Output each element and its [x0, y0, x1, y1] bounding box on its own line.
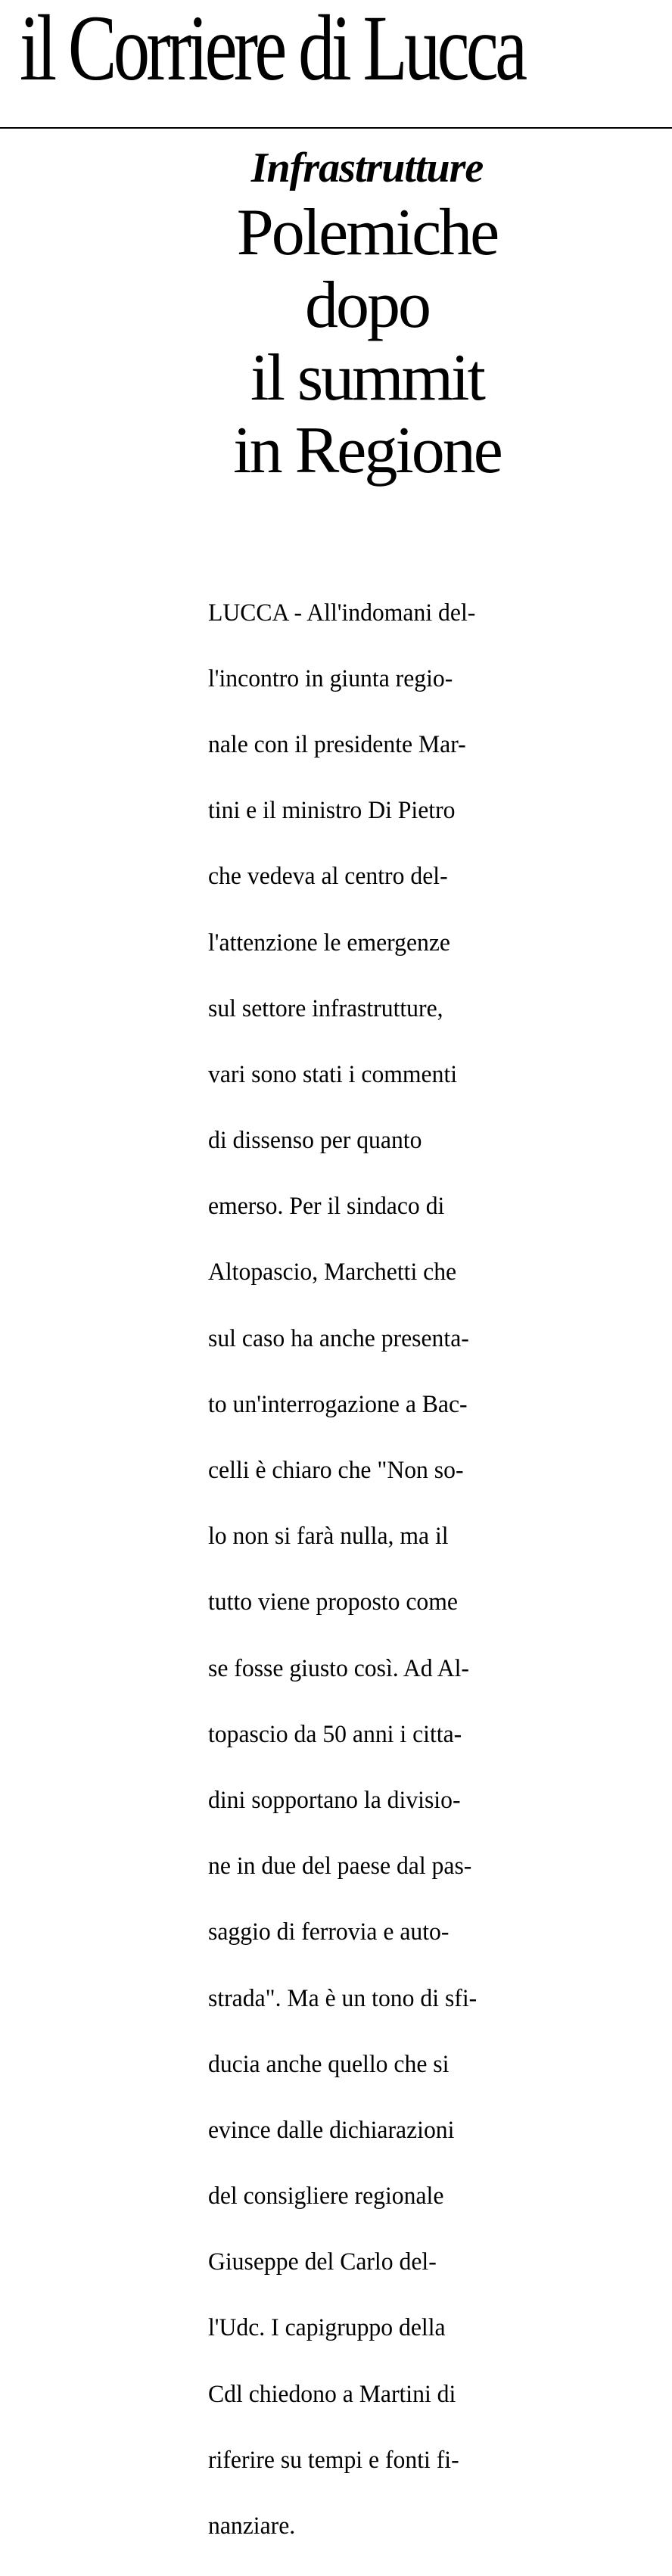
body-line: vari sono stati i commenti — [208, 1060, 458, 1088]
body-line: Altopascio, Marchetti che — [208, 1258, 457, 1286]
body-line: lo non si farà nulla, ma il — [208, 1523, 449, 1551]
body-line: Cdl chiedono a Martini di — [208, 2380, 456, 2408]
body-line: LUCCA - All'indomani del- — [208, 599, 476, 627]
body-line: strada". Ma è un tono di sfi- — [208, 1984, 478, 2012]
body-line: nanziare. — [208, 2512, 296, 2540]
body-line: dini sopportano la divisio- — [208, 1786, 461, 1814]
body-line: l'incontro in giunta regio- — [208, 664, 453, 692]
body-line: ne in due del paese dal pas- — [208, 1853, 472, 1881]
article-body — [208, 564, 513, 2576]
headline-line: il summit — [250, 341, 484, 415]
section-label: Infrastrutture — [250, 145, 484, 191]
body-line: tutto viene proposto come — [208, 1588, 458, 1616]
headline-line: Polemiche — [236, 196, 498, 269]
headline — [204, 197, 530, 487]
body-line: nale con il presidente Mar- — [208, 730, 466, 758]
body-line: tini e il ministro Di Pietro — [208, 797, 456, 825]
body-line: ducia anche quello che si — [208, 2050, 450, 2078]
body-line: l'Udc. I capigruppo della — [208, 2314, 446, 2342]
body-line: celli è chiaro che "Non so- — [208, 1457, 464, 1485]
body-line: saggio di ferrovia e auto- — [208, 1918, 450, 1946]
body-line: emerso. Per il sindaco di — [208, 1193, 445, 1221]
masthead — [0, 0, 672, 129]
article-header — [204, 144, 530, 487]
body-line: to un'interrogazione a Bac- — [208, 1390, 468, 1418]
headline-line: dopo — [305, 269, 429, 342]
body-line: di dissenso per quanto — [208, 1127, 422, 1155]
headline-line: in Regione — [233, 414, 501, 487]
body-line: Giuseppe del Carlo del- — [208, 2248, 437, 2276]
body-line: che vedeva al centro del- — [208, 863, 448, 891]
newspaper-title: il Corriere di Lucca — [20, 0, 524, 100]
body-line: se fosse giusto così. Ad Al- — [208, 1654, 469, 1682]
body-line: sul caso ha anche presenta- — [208, 1324, 469, 1352]
body-line: sul settore infrastrutture, — [208, 994, 443, 1022]
body-line: evince dalle dichiarazioni — [208, 2116, 455, 2144]
body-line: riferire su tempi e fonti fi- — [208, 2446, 459, 2474]
body-line: l'attenzione le emergenze — [208, 929, 450, 957]
body-line: del consigliere regionale — [208, 2182, 444, 2210]
body-line: topascio da 50 anni i citta- — [208, 1720, 462, 1748]
